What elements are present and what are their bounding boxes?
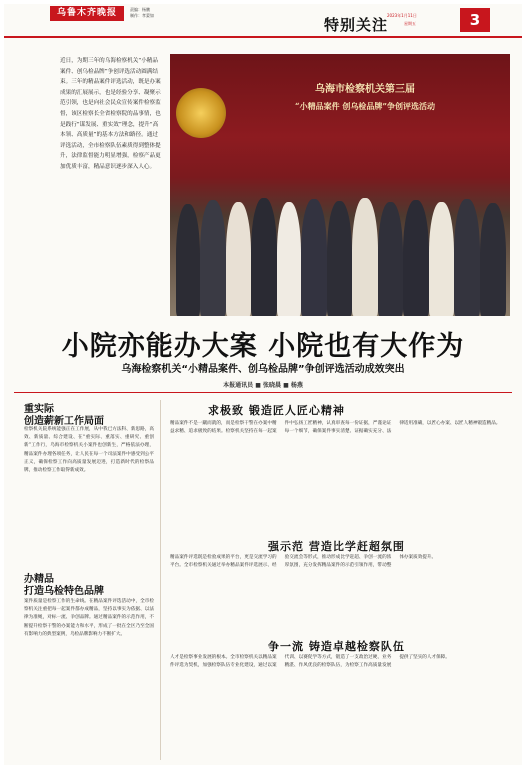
person-figure (176, 204, 200, 316)
person-figure (327, 201, 352, 316)
section-5-title: 争一流 铸造卓越检察队伍 (268, 640, 405, 653)
page-number: 3 (460, 8, 490, 32)
masthead-divider (4, 36, 522, 38)
newspaper-page (4, 4, 522, 765)
person-figure (378, 202, 403, 316)
person-figure (251, 198, 277, 316)
section-title: 特别关注 (324, 16, 389, 34)
stage-banner (240, 82, 490, 114)
masthead (4, 4, 522, 42)
editor-line: 责编：杨鹏 (130, 7, 150, 12)
section-1-title-2: 创造薪新工作局面 (24, 416, 104, 427)
person-figure (301, 199, 327, 316)
person-figure (277, 202, 301, 316)
editor-line-2: 制作：孝蒙如 (130, 13, 154, 18)
person-figure (352, 198, 378, 316)
person-figure (403, 200, 429, 316)
award-ceremony-photo (170, 54, 510, 316)
person-figure (454, 199, 480, 316)
section-3-title: 求极致 锻造匠人匠心精神 (208, 404, 345, 417)
byline: 本报通讯员 ■ 张晓晨 ■ 杨燕 (223, 382, 303, 389)
section-4-body: 精品案件评选既是检验成果的平台，更是交流学习的平台。全市检察机关通过举办精品案件评选展示、经验交流会等形式，推动形成比学赶超、争创一流的浓厚氛围，充分发挥精品案件的示范引领作用，带动整体办案质效提升。 (170, 555, 437, 569)
main-headline: 小院亦能办大案 小院也有大作为 (61, 331, 465, 362)
section-1-title: 重实际 (24, 404, 54, 415)
procuratorate-emblem-icon (176, 88, 226, 138)
section-5-body: 人才是检察事业发展的根本。全市检察机关以精品案件评选为契机，加强检察队伍专业化建设，通过以案代训、以赛促学等方式，锻造了一支政治过硬、业务精湛、作风优良的检察队伍，为检察工作高质量发展提供了坚实的人才保障。 (170, 655, 450, 669)
banner-line-2: “小精品案件 创乌检品牌”争创评选活动 (295, 101, 435, 111)
section-1-body: 检察机关院系统能强正在工作展，从中我已方法科、新思路，高效、新质量、综合建设、在“重实际、重落实、重研究、重创新”工作行，乌海市检察机关小案件也创新生，严格依法办理，精品案件办理各项任务，让人民在每一个司法案件中感受到公平正义，确保检察工作向高质量发展迈进，打造新时代的检察品牌，推动检察工作取得新成效。 (24, 427, 154, 474)
person-figure (429, 202, 454, 316)
section-3-body: 精品案件不是一蹴而就的，而是检察干警在办案中精益求精、追求极致的结果。检察机关坚持在每一起案件中弘扬工匠精神，认真审查每一份证据，严谨论证每一个细节，确保案件事实清楚、证据确实充分、法律适用准确，以匠心办案、以匠人精神锻造精品。 (170, 421, 501, 435)
section-4-title: 强示范 营造比学赶超氛围 (268, 540, 405, 553)
column-rule (160, 400, 161, 760)
person-figure (200, 200, 226, 316)
editor-info (130, 7, 154, 19)
person-figure (480, 203, 506, 316)
group-of-people (170, 182, 510, 316)
section-2-body: 案件质量是检察工作的生命线。在精品案件评选活动中，全市检察机关注重把每一起案件都办成精品，坚持以事实为依据、以法律为准绳，对标一流、争创品牌。通过精品案件的示范作用，不断提升检察干警的办案能力和水平，形成了一批在全区乃至全国有影响力的典型案例，乌检品牌影响力不断扩大。 (24, 599, 154, 637)
banner-line-1: 乌海市检察机关第三届 (315, 84, 415, 95)
headline-divider (14, 392, 512, 393)
section-2-title-2: 打造乌检特色品牌 (24, 586, 104, 597)
section-2-title: 办精品 (24, 574, 54, 585)
publication-date: 2023年1月11日 (387, 13, 417, 18)
sub-headline: 乌海检察机关“小精品案件、创乌检品牌”争创评选活动成效突出 (121, 364, 405, 375)
person-figure (226, 202, 251, 316)
newspaper-logo: 乌鲁木齐晚报 (50, 6, 124, 21)
lead-paragraph: 近日，为期三年的乌海检察机关“小精品案件、创乌检品牌”争创评选活动圆满结束。三年的精品案件评选活动，既是办案成果的汇展展示，也是经验分享、凝聚示范引领，也是向社会民众宣传案件检察监督，该区检察长全省检察院的品事情，也是践行“谋发展、重实效”理念，提升“高本领、高质量”的基本方法和路径。通过评选活动，全市检察队伍素质得到整体提升，法律监督能力明显增强，检察产品更加优质丰富，精品意识逐步深入人心。 (60, 58, 161, 170)
publication-weekday: 星期五 (404, 21, 416, 26)
